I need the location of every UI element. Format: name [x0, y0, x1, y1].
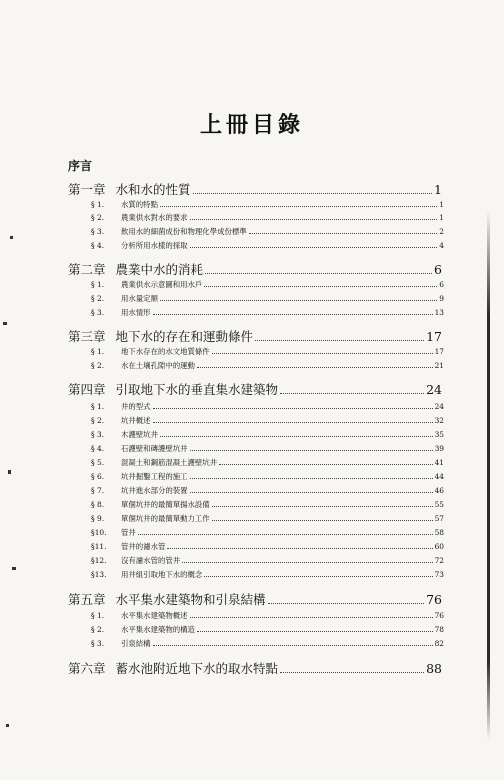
section-number: § 3.: [91, 430, 105, 439]
dot-leader: [268, 603, 425, 604]
chapter-entry: [68, 180, 442, 198]
section-entry: [91, 360, 444, 371]
page-number: 17: [426, 329, 442, 344]
section-title: 用井組引取地下水的概念: [121, 570, 203, 579]
section-number: § 2.: [91, 416, 105, 425]
section-number: § 3.: [91, 227, 105, 236]
page-number: 4: [439, 241, 444, 250]
section-entry: [91, 527, 444, 538]
section-entry: [91, 240, 444, 251]
dot-leader: [138, 534, 433, 535]
page-number: 2: [439, 227, 444, 236]
section-title: 坑井掘鑿工程的施工: [121, 472, 188, 481]
section-title: 木護壁坑井: [121, 430, 158, 439]
section-title: 井的型式: [121, 402, 151, 411]
section-entry: [91, 346, 444, 357]
section-title: 農業供水示意圖和用水戶: [121, 280, 203, 289]
section-number: § 9.: [91, 514, 105, 523]
section-entry: [91, 401, 444, 412]
chapter-label: 第三章: [68, 329, 106, 344]
section-number: § 7.: [91, 486, 105, 495]
page-number: 78: [434, 625, 444, 634]
margin-mark: [6, 724, 9, 727]
section-entry: [91, 555, 444, 566]
section-entry: [91, 199, 444, 210]
section-title: 用水情形: [121, 308, 151, 317]
chapter-entry: [68, 590, 442, 608]
section-number: § 5.: [91, 458, 105, 467]
section-title: 沒有濾水管的管井: [121, 556, 181, 565]
section-entry: [91, 638, 444, 649]
section-entry: [91, 443, 444, 454]
chapter-title: 地下水的存在和運動條件: [115, 329, 254, 344]
section-title: 坑井進水部分的裝置: [121, 486, 188, 495]
chapter-entry: [68, 380, 442, 398]
dot-leader: [160, 300, 437, 301]
dot-leader: [280, 672, 424, 673]
section-number: § 4.: [91, 241, 105, 250]
chapter-title: 農業中水的消耗: [115, 262, 204, 277]
section-title: 單個坑井的最簡單動力工作: [121, 514, 210, 523]
page-number: 6: [439, 280, 444, 289]
page-number: 55: [434, 500, 444, 509]
page-number: 24: [434, 402, 444, 411]
page-number: 32: [434, 416, 444, 425]
section-number: § 1.: [91, 402, 105, 411]
dot-leader: [204, 576, 432, 577]
section-entry: [91, 429, 444, 440]
section-number: § 1.: [91, 347, 105, 356]
dot-leader: [255, 340, 424, 341]
page-number: 17: [434, 347, 444, 356]
dot-leader: [153, 408, 433, 409]
section-number: § 2.: [91, 361, 105, 370]
dot-leader: [190, 450, 433, 451]
page-number: 88: [426, 661, 442, 676]
section-entry: [91, 471, 444, 482]
section-title: 坑井概述: [121, 416, 151, 425]
chapter-title: 水和水的性質: [115, 182, 191, 197]
dot-leader: [197, 367, 433, 368]
preface-entry: 序言: [68, 159, 93, 173]
dot-leader: [160, 206, 437, 207]
page-number: 58: [434, 528, 444, 537]
page-number: 41: [434, 458, 444, 467]
chapter-label: 第五章: [68, 592, 106, 607]
page-number: 46: [434, 486, 444, 495]
dot-leader: [190, 219, 438, 220]
section-entry: [91, 212, 444, 223]
page-number: 44: [434, 472, 444, 481]
section-number: § 6.: [91, 472, 105, 481]
section-entry: [91, 541, 444, 552]
section-entry: [91, 307, 444, 318]
section-number: §11.: [91, 542, 107, 551]
chapter-label: 第一章: [68, 182, 106, 197]
dot-leader: [212, 353, 433, 354]
dot-leader: [280, 393, 424, 394]
section-entry: [91, 610, 444, 621]
section-title: 管井的濾水管: [121, 542, 166, 551]
section-title: 農業供水對水的要求: [121, 213, 188, 222]
page-number: 1: [434, 182, 442, 197]
dot-leader: [153, 314, 433, 315]
section-title: 水質的特點: [121, 200, 158, 209]
margin-mark: [10, 236, 13, 239]
dot-leader: [212, 506, 433, 507]
page-title: 上冊目錄: [199, 113, 304, 138]
section-entry: [91, 513, 444, 524]
margin-mark: [3, 322, 7, 325]
dot-leader: [190, 478, 433, 479]
section-number: §13.: [91, 570, 107, 579]
chapter-title: 蓄水池附近地下水的取水特點: [115, 661, 279, 676]
dot-leader: [153, 645, 433, 646]
margin-mark: [12, 567, 16, 570]
dot-leader: [205, 273, 432, 274]
section-number: § 2.: [91, 625, 105, 634]
section-number: § 8.: [91, 500, 105, 509]
section-number: § 2.: [91, 213, 105, 222]
page-number: 1: [439, 200, 444, 209]
section-entry: [91, 485, 444, 496]
dot-leader: [190, 492, 433, 493]
section-title: 地下水存在的水文地質條件: [121, 347, 210, 356]
section-entry: [91, 499, 444, 510]
chapter-label: 第六章: [68, 661, 106, 676]
section-entry: [91, 415, 444, 426]
section-entry: [91, 226, 444, 237]
dot-leader: [153, 422, 433, 423]
margin-mark: [8, 470, 11, 474]
section-title: 混凝土和鋼筋混凝土護壁坑井: [121, 458, 218, 467]
section-title: 水平集水建築物的構造: [121, 625, 195, 634]
page-number: 13: [434, 308, 444, 317]
section-title: 單個坑井的最簡單揚水設備: [121, 500, 210, 509]
page-edge-shadow: [487, 210, 490, 740]
chapter-label: 第四章: [68, 382, 106, 397]
section-title: 水平集水建築物概述: [121, 611, 188, 620]
dot-leader: [212, 520, 433, 521]
dot-leader: [204, 286, 437, 287]
dot-leader: [182, 562, 432, 563]
section-number: § 4.: [91, 444, 105, 453]
page-number: 24: [426, 382, 442, 397]
section-number: § 1.: [91, 200, 105, 209]
dot-leader: [190, 617, 433, 618]
page-number: 60: [434, 542, 444, 551]
page-number: 76: [434, 611, 444, 620]
section-number: §10.: [91, 528, 107, 537]
page-number: 35: [434, 430, 444, 439]
section-number: § 3.: [91, 308, 105, 317]
section-title: 水在土壤孔隙中的運動: [121, 361, 195, 370]
section-title: 管井: [121, 528, 136, 537]
page-number: 57: [434, 514, 444, 523]
dot-leader: [249, 233, 438, 234]
section-title: 用水量定額: [121, 294, 158, 303]
section-entry: [91, 457, 444, 468]
page-number: 73: [434, 570, 444, 579]
page-number: 21: [434, 361, 444, 370]
page-number: 76: [426, 592, 442, 607]
section-number: §12.: [91, 556, 107, 565]
dot-leader: [167, 548, 432, 549]
dot-leader: [160, 436, 433, 437]
page-number: 1: [439, 213, 444, 222]
section-entry: [91, 624, 444, 635]
section-title: 石護壁和磚護壁坑井: [121, 444, 188, 453]
page-number: 6: [434, 262, 442, 277]
dot-leader: [190, 247, 438, 248]
page-number: 39: [434, 444, 444, 453]
page-number: 82: [434, 639, 444, 648]
dot-leader: [197, 631, 433, 632]
page-number: 9: [439, 294, 444, 303]
section-number: § 1.: [91, 611, 105, 620]
chapter-entry: [68, 659, 442, 677]
dot-leader: [219, 464, 433, 465]
chapter-label: 第二章: [68, 262, 106, 277]
chapter-title: 引取地下水的垂直集水建築物: [115, 382, 279, 397]
section-title: 飲用水的細菌成份和物理化學成份標準: [121, 227, 247, 236]
dot-leader: [193, 193, 433, 194]
chapter-entry: [68, 327, 442, 345]
section-entry: [91, 279, 444, 290]
section-title: 引泉結構: [121, 639, 151, 648]
page-number: 72: [434, 556, 444, 565]
section-entry: [91, 293, 444, 304]
section-title: 分析所用水樣的採取: [121, 241, 188, 250]
section-entry: [91, 569, 444, 580]
section-number: § 3.: [91, 639, 105, 648]
section-number: § 1.: [91, 280, 105, 289]
chapter-title: 水平集水建築物和引泉結構: [115, 592, 266, 607]
chapter-entry: [68, 260, 442, 278]
section-number: § 2.: [91, 294, 105, 303]
